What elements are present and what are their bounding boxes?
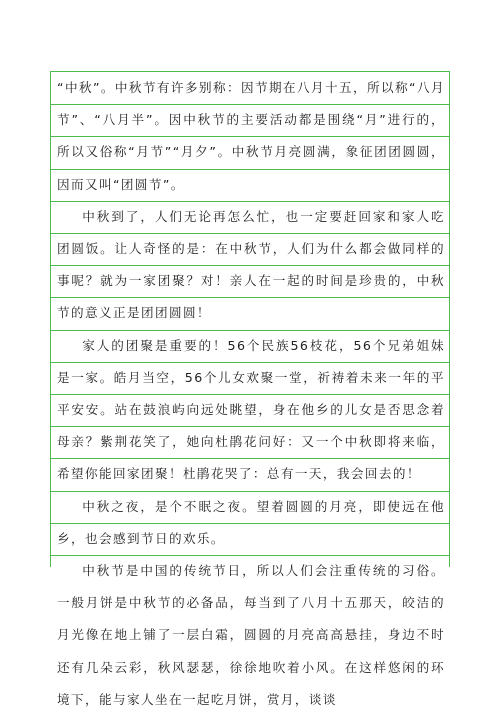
paragraph: “中秋”。中秋节有许多别称：因节期在八月十五，所以称“八月节”、“八月半”。因中秋节的主要活动都是围绕“月”进行的，所以又俗称“月节”“月夕”。中秋节月亮圆满，象征团团圆圆，因而又叫“团圆节”。 — [57, 80, 445, 192]
paragraph: 中秋之夜，是个不眠之夜。望着圆圆的月亮，即使远在他乡，也会感到节日的欢乐。 — [57, 498, 445, 546]
paragraph: 中秋节是中国的传统节日，所以人们会注重传统的习俗。一般月饼是中秋节的必备品，每当到了八月十五那天，皎洁的月光像在地上铺了一层白霜，圆圆的月亮高高悬挂，身边不时还有几朵云彩，秋风瑟瑟，徐徐地吹着小风。在这样悠闲的环境下，能与家人坐在一起吃月饼，赏月，谈谈 — [57, 563, 445, 707]
paragraph: 中秋到了，人们无论再怎么忙，也一定要赶回家和家人吃团圆饭。让人奇怪的是：在中秋节，人们为什么都会做同样的事呢？就为一家团聚？对！亲人在一起的时间是珍贵的，中秋节的意义正是团团圆圆！ — [57, 208, 445, 321]
document-body — [57, 72, 445, 716]
paragraph: 家人的团聚是重要的！56个民族56枝花，56个兄弟姐妹是一家。皓月当空，56个儿女欢聚一堂，祈祷着未来一年的平平安安。站在鼓浪屿向远处眺望，身在他乡的儿女是否思念着母亲？紫荆花笑了，她向杜鹃花问好：又一个中秋即将来临，希望你能回家团聚！杜鹃花哭了：总有一天，我会回去的！ — [57, 337, 445, 482]
ruled-paper — [50, 71, 450, 707]
